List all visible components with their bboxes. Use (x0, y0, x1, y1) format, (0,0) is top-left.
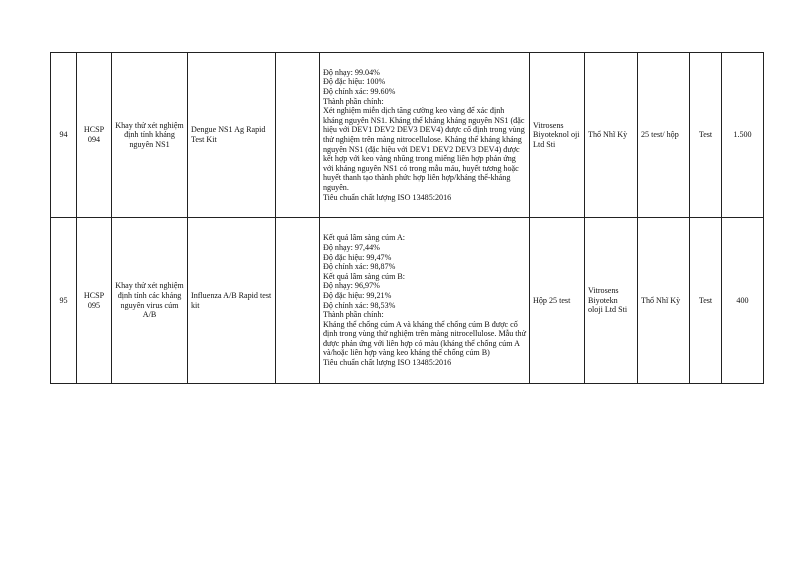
spec-line: Xét nghiệm miễn dịch tăng cường keo vàng để xác định kháng nguyên NS1. Kháng thể kháng kháng nguyên NS1 (đặc hiệu với DEV1 DEV2 DEV3 DEV4) được cố định trong vùng thử nghiệm trên màng nitrocellulose. Kháng thể kháng kháng nguyên NS1 (đặc hiệu với DEV1 DEV2 DEV3 DEV4) được kết hợp với keo vàng nhũng trong miếng liên hợp phản ứng với kháng nguyên NS1 có trong mẫu máu, huyết tương hoặc huyết thanh tạo thành phức hợp liên hợp/kháng thể-kháng nguyên. (323, 106, 527, 192)
spec-line: Độ nhạy: 97,44% (323, 242, 380, 252)
spec-line: Kết quả lâm sàng cúm B: (323, 271, 406, 281)
unit-cell: Test (690, 218, 722, 384)
spec-line: Độ nhạy: 96,97% (323, 281, 380, 291)
row-number: 95 (51, 218, 77, 384)
product-name-vi: Khay thử xét nghiệm định tính kháng nguyên NS1 (112, 53, 188, 218)
empty-cell (276, 53, 320, 218)
specification-cell (320, 53, 530, 218)
product-code: HCSP 094 (77, 53, 112, 218)
spec-line: Độ đặc hiệu: 99,21% (323, 290, 392, 300)
price-cell: 1.500 (722, 53, 764, 218)
product-name-en: Influenza A/B Rapid test kit (188, 218, 276, 384)
product-name-vi: Khay thử xét nghiệm định tính các kháng nguyên virus cúm A/B (112, 218, 188, 384)
packaging-cell: 25 test/ hộp (638, 53, 690, 218)
manufacturer-cell: Vitrosens Biyotekn oloji Ltd Sti (585, 218, 638, 384)
row-number: 94 (51, 53, 77, 218)
product-table (50, 52, 764, 384)
origin-cell: Thổ Nhĩ Kỳ (585, 53, 638, 218)
spec-line: Kết quả lâm sàng cúm A: (323, 233, 406, 243)
empty-cell (276, 218, 320, 384)
origin-cell: Thổ Nhĩ Kỳ (638, 218, 690, 384)
spec-line: Độ đặc hiệu: 99,47% (323, 252, 392, 262)
packaging-cell: Hộp 25 test (530, 218, 585, 384)
spec-line: Độ chính xác: 99.60% (323, 87, 396, 97)
spec-line: Thành phần chính: (323, 310, 384, 320)
table-row (51, 218, 764, 384)
manufacturer-cell: Vitrosens Biyoteknol oji Ltd Sti (530, 53, 585, 218)
spec-line: Tiêu chuẩn chất lượng ISO 13485:2016 (323, 358, 452, 368)
unit-cell: Test (690, 53, 722, 218)
spec-line: Thành phần chính: (323, 96, 384, 106)
spec-line: Độ chính xác: 98,53% (323, 300, 396, 310)
spec-line: Kháng thể chống cúm A và kháng thể chống cúm B được cố định trong vùng thử nghiệm trên màng nitrocellulose. Mẫu thử được phản ứng với liên hợp có màu (kháng thể chống cúm A và/hoặc liên hợp vàng keo kháng thể chống cúm B) (323, 319, 529, 358)
spec-line: Độ đặc hiệu: 100% (323, 77, 386, 87)
product-code: HCSP 095 (77, 218, 112, 384)
product-name-en: Dengue NS1 Ag Rapid Test Kit (188, 53, 276, 218)
spec-line: Độ chính xác: 98,87% (323, 262, 396, 272)
spec-line: Độ nhạy: 99.04% (323, 67, 380, 77)
specification-cell (320, 218, 530, 384)
spec-line: Tiêu chuẩn chất lượng ISO 13485:2016 (323, 192, 452, 202)
price-cell: 400 (722, 218, 764, 384)
table-row (51, 53, 764, 218)
